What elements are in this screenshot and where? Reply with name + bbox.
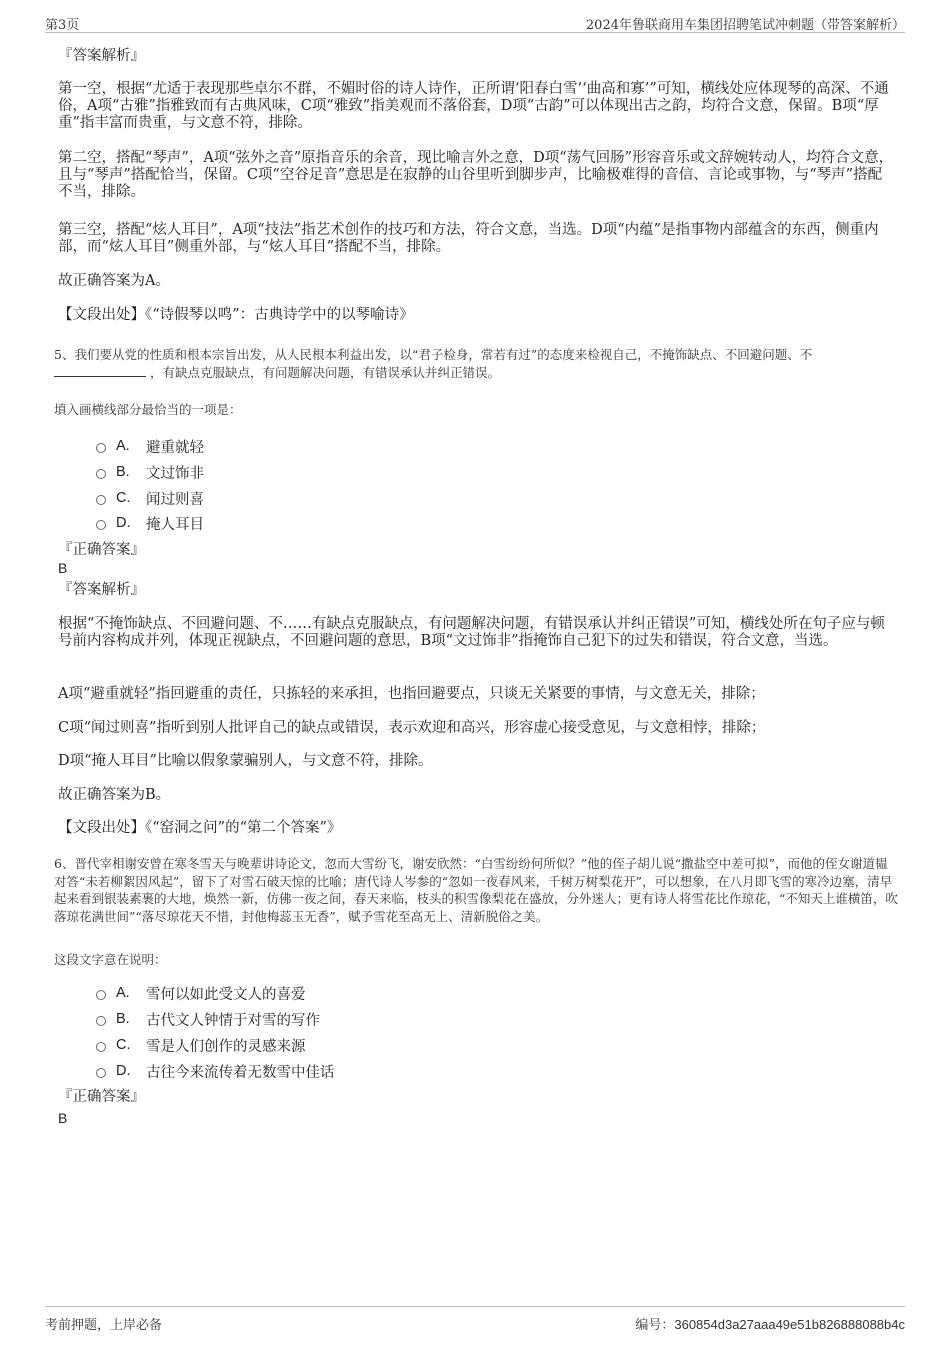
correct-answer-label: 『正确答案』	[58, 1089, 145, 1105]
analysis-paragraph: C项“闻过则喜”指听到别人批评自己的缺点或错误，表示欢迎和高兴，形容虚心接受意见，与文意相悖，排除；	[58, 720, 766, 736]
option-c[interactable]: C. 闻过则喜	[96, 488, 204, 508]
question-6-prompt: 这段文字意在说明：	[54, 952, 167, 967]
radio-icon[interactable]	[96, 495, 106, 505]
analysis-paragraph: 根据“不掩饰缺点、不回避问题、不……有缺点克服缺点，有问题解决问题，有错误承认并纠正错误”可知，横线处所在句子应与顿号前内容构成并列，体现正视缺点，不回避问题的意思，B项“文过饰非”指掩饰自己犯下的过失和错误，符合文意，当选。	[58, 616, 885, 649]
answer-blank	[54, 364, 146, 377]
radio-icon[interactable]	[96, 520, 106, 530]
correct-answer-label: 『正确答案』	[58, 542, 145, 558]
footer-slogan: 考前押题，上岸必备	[45, 1318, 163, 1333]
option-b[interactable]: B. 文过饰非	[96, 462, 204, 482]
source-citation: 【文段出处】《“窑洞之问”的“第二个答案”》	[58, 820, 342, 836]
page-footer	[45, 1306, 905, 1331]
source-citation: 【文段出处】《“诗假琴以鸣”：古典诗学中的以琴喻诗》	[58, 307, 414, 323]
analysis-paragraph: 第二空，搭配“琴声”，A项“弦外之音”原指音乐的余音，现比喻言外之意，D项“荡气回肠”形容音乐或文辞婉转动人，均符合文意，且与“琴声”搭配恰当，保留。C项“空谷足音”意思是在寂静的山谷里听到脚步声，比喻极难得的音信、言论或事物，与“琴声”搭配不当，排除。	[58, 150, 894, 200]
analysis-label: 『答案解析』	[58, 48, 145, 64]
analysis-paragraph: D项“掩人耳目”比喻以假象蒙骗别人，与文意不符，排除。	[58, 753, 433, 769]
option-d[interactable]: D. 掩人耳目	[96, 513, 204, 533]
analysis-paragraph: 第一空，根据“尤适于表现那些卓尔不群，不媚时俗的诗人诗作，正所谓‘阳春白雪’‘曲高和寡’”可知，横线处应体现琴的高深、不通俗，A项“古雅”指雅致而有古典风味，C项“雅致”指美观而不落俗套，D项“古韵”可以体现出古之韵，均符合文意，保留。B项“厚重”指丰富而贵重，与文意不符，排除。	[58, 81, 889, 131]
analysis-paragraph: 第三空，搭配“炫人耳目”，A项“技法”指艺术创作的技巧和方法，符合文意，当选。D项“内蕴”是指事物内部蕴含的东西，侧重内部，而“炫人耳目”侧重外部，与“炫人耳目”搭配不当，排除。	[58, 222, 879, 255]
option-a[interactable]: A. 雪何以如此受文人的喜爱	[96, 983, 306, 1003]
option-a[interactable]: A. 避重就轻	[96, 436, 204, 456]
radio-icon[interactable]	[96, 1068, 106, 1078]
radio-icon[interactable]	[96, 1042, 106, 1052]
radio-icon[interactable]	[96, 1016, 106, 1026]
radio-icon[interactable]	[96, 443, 106, 453]
page-number: 第3页	[45, 18, 80, 33]
option-d[interactable]: D. 古往今来流传着无数雪中佳话	[96, 1061, 335, 1081]
analysis-label: 『答案解析』	[58, 582, 145, 598]
question-5-stem: 5、我们要从党的性质和根本宗旨出发，从人民根本利益出发，以“君子检身，常若有过”的态度来检视自己，不掩饰缺点、不回避问题、不 ，有缺点克服缺点，有问题解决问题，有错误承认并纠正错误。	[54, 347, 813, 380]
page-header	[45, 12, 905, 33]
radio-icon[interactable]	[96, 469, 106, 479]
document-code: 编号：360854d3a27aaa49e51b826888088b4c	[635, 1317, 905, 1332]
analysis-paragraph: A项“避重就轻”指回避重的责任，只拣轻的来承担，也指回避要点，只谈无关紧要的事情，与文意无关，排除；	[58, 686, 765, 702]
answer-conclusion: 故正确答案为A。	[58, 273, 170, 289]
question-5-prompt: 填入画横线部分最恰当的一项是：	[54, 402, 242, 417]
document-title: 2024年鲁联商用车集团招聘笔试冲刺题（带答案解析）	[585, 18, 905, 33]
radio-icon[interactable]	[96, 990, 106, 1000]
correct-answer: B	[58, 560, 68, 576]
option-c[interactable]: C. 雪是人们创作的灵感来源	[96, 1035, 306, 1055]
correct-answer: B	[58, 1110, 68, 1126]
answer-conclusion: 故正确答案为B。	[58, 787, 171, 803]
option-b[interactable]: B. 古代文人钟情于对雪的写作	[96, 1009, 320, 1029]
question-6-stem: 6、晋代宰相谢安曾在寒冬雪天与晚辈讲诗论文，忽而大雪纷飞，谢安欣然：“白雪纷纷何所似？”他的侄子胡儿说“撒盐空中差可拟”，而他的侄女谢道韫对答“未若柳絮因风起”，留下了对雪石破天惊的比喻；唐代诗人岑参的“忽如一夜春风来，千树万树梨花开”，可以想象，在八月即飞雪的寒冷边塞，清早起来看到银装素裹的大地，焕然一新，仿佛一夜之间，春天来临，枝头的积雪像梨花在盛放，分外迷人；更有诗人将雪花比作琼花，“不知天上谁横笛，吹落琼花满世间”“落尽琼花天不惜，封他梅蕊玉无香”，赋予雪花至高无上、清新脱俗之美。	[54, 856, 898, 924]
